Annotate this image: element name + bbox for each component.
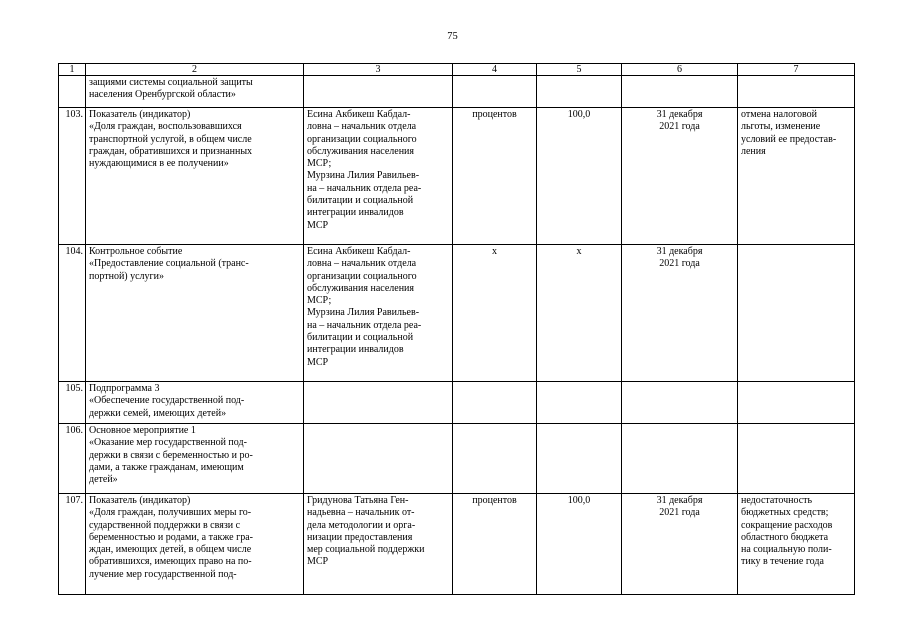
risk-cell <box>738 382 855 424</box>
cell-line: МСР <box>307 356 329 368</box>
responsible-cell <box>304 382 453 424</box>
risk-cell <box>738 76 855 108</box>
deadline-cell <box>622 108 738 245</box>
cell-line: недостаточность <box>741 495 813 506</box>
table-row <box>59 382 855 424</box>
risk-cell <box>738 245 855 382</box>
cell-line: лучение мер государственной под- <box>89 568 237 580</box>
header-row <box>59 64 855 76</box>
cell-line: организации социального <box>307 270 417 282</box>
cell-line: льготы, изменение <box>741 121 821 133</box>
cell-line: МСР; <box>307 158 332 170</box>
table-row <box>59 76 855 108</box>
cell-line: Подпрограмма 3 <box>89 383 160 394</box>
cell-line: МСР <box>307 556 329 568</box>
name-cell <box>86 382 304 424</box>
name-cell <box>86 424 304 494</box>
cell-line: сокращение расходов <box>741 519 833 531</box>
cell-line: держки в связи с беременностью и ро- <box>89 449 253 461</box>
row-number-cell: 107. <box>59 494 86 595</box>
cell-line: «Обеспечение государственной под- <box>89 395 245 407</box>
cell-line: организации социального <box>307 133 417 145</box>
cell-line: Есина Акбикеш Кабдал- <box>307 109 411 120</box>
row-number-cell: 104. <box>59 245 86 382</box>
value-cell <box>537 424 622 494</box>
cell-line: транспортной услугой, в общем числе <box>89 133 252 145</box>
cell-line: «Предоставление социальной (транс- <box>89 258 249 270</box>
cell-line: обратившихся, имеющих право на по- <box>89 556 252 568</box>
cell-line: интеграции инвалидов <box>307 344 404 356</box>
deadline-cell <box>622 494 738 595</box>
cell-line: 31 декабря <box>656 246 703 257</box>
cell-line: держки семей, имеющих детей» <box>89 407 227 419</box>
column-header: 6 <box>622 64 738 76</box>
cell-line: областного бюджета <box>741 531 829 543</box>
unit-cell <box>453 382 537 424</box>
cell-line: билитации и социальной <box>307 332 414 344</box>
name-cell <box>86 494 304 595</box>
cell-line: условий ее предостав- <box>741 133 837 145</box>
row-number-cell: 106. <box>59 424 86 494</box>
risk-cell <box>738 494 855 595</box>
cell-line: ления <box>741 145 766 157</box>
cell-line: Основное мероприятие 1 <box>89 425 196 436</box>
name-cell <box>86 76 304 108</box>
column-header: 4 <box>453 64 537 76</box>
value-cell <box>537 382 622 424</box>
cell-line: портной) услуги» <box>89 270 165 282</box>
cell-line: граждан, обратившихся и признанных <box>89 145 253 157</box>
cell-line: нуждающимися в ее получении» <box>89 158 229 170</box>
cell-line: Контрольное событие <box>89 246 183 257</box>
cell-line: надьевна – начальник от- <box>307 507 415 519</box>
risk-cell <box>738 108 855 245</box>
cell-line: ждан, имеющих детей, в общем числе <box>89 544 252 556</box>
value-cell: 100,0 <box>537 494 622 595</box>
cell-line: 31 декабря <box>656 495 703 506</box>
column-header: 1 <box>59 64 86 76</box>
cell-line: мер социальной поддержки <box>307 544 425 556</box>
cell-line: «Оказание мер государственной под- <box>89 437 247 449</box>
table-row <box>59 108 855 245</box>
value-cell <box>537 76 622 108</box>
column-header: 7 <box>738 64 855 76</box>
cell-line: дами, а также гражданам, имеющим <box>89 461 244 473</box>
value-cell: 100,0 <box>537 108 622 245</box>
cell-line: беременностью и родами, а также гра- <box>89 531 253 543</box>
measures-table <box>58 63 855 595</box>
deadline-cell <box>622 76 738 108</box>
cell-line: тику в течение года <box>741 556 824 568</box>
cell-line: Мурзина Лилия Равильев- <box>307 170 420 182</box>
column-header: 2 <box>86 64 304 76</box>
unit-cell: x <box>453 245 537 382</box>
cell-line: 2021 года <box>659 121 700 133</box>
row-number-cell: 105. <box>59 382 86 424</box>
page-number: 75 <box>447 31 458 42</box>
table-row <box>59 494 855 595</box>
responsible-cell <box>304 108 453 245</box>
deadline-cell <box>622 382 738 424</box>
deadline-cell <box>622 424 738 494</box>
cell-line: МСР <box>307 219 329 231</box>
cell-line: низации предоставления <box>307 531 413 543</box>
responsible-cell <box>304 76 453 108</box>
responsible-cell <box>304 494 453 595</box>
cell-line: обслуживания населения <box>307 282 414 294</box>
cell-line: Гридунова Татьяна Ген- <box>307 495 409 506</box>
name-cell <box>86 245 304 382</box>
responsible-cell <box>304 424 453 494</box>
unit-cell: процентов <box>453 494 537 595</box>
deadline-cell <box>622 245 738 382</box>
cell-line: 2021 года <box>659 507 700 519</box>
cell-line: на социальную поли- <box>741 544 832 556</box>
cell-line: защиями системы социальной защиты <box>89 77 253 88</box>
row-number-cell: 103. <box>59 108 86 245</box>
cell-line: билитации и социальной <box>307 195 414 207</box>
responsible-cell <box>304 245 453 382</box>
unit-cell: процентов <box>453 108 537 245</box>
cell-line: ловна – начальник отдела <box>307 258 417 270</box>
cell-line: интеграции инвалидов <box>307 207 404 219</box>
cell-line: на – начальник отдела реа- <box>307 182 422 194</box>
cell-line: МСР; <box>307 295 332 307</box>
cell-line: «Доля граждан, воспользовавшихся <box>89 121 242 133</box>
column-header: 3 <box>304 64 453 76</box>
cell-line: детей» <box>89 474 118 486</box>
cell-line: ловна – начальник отдела <box>307 121 417 133</box>
cell-line: обслуживания населения <box>307 145 414 157</box>
table-row <box>59 245 855 382</box>
unit-cell <box>453 424 537 494</box>
name-cell <box>86 108 304 245</box>
cell-line: 31 декабря <box>656 109 703 120</box>
cell-line: на – начальник отдела реа- <box>307 319 422 331</box>
cell-line: сударственной поддержки в связи с <box>89 519 241 531</box>
column-header: 5 <box>537 64 622 76</box>
cell-line: Показатель (индикатор) <box>89 495 191 506</box>
cell-line: «Доля граждан, получивших меры го- <box>89 507 252 519</box>
cell-line: Показатель (индикатор) <box>89 109 191 120</box>
row-number-cell <box>59 76 86 108</box>
cell-line: Мурзина Лилия Равильев- <box>307 307 420 319</box>
cell-line: отмена налоговой <box>741 109 818 120</box>
cell-line: бюджетных средств; <box>741 507 829 519</box>
table-row <box>59 424 855 494</box>
value-cell: x <box>537 245 622 382</box>
cell-line: Есина Акбикеш Кабдал- <box>307 246 411 257</box>
cell-line: дела методологии и орга- <box>307 519 416 531</box>
unit-cell <box>453 76 537 108</box>
cell-line: населения Оренбургской области» <box>89 89 236 101</box>
risk-cell <box>738 424 855 494</box>
cell-line: 2021 года <box>659 258 700 270</box>
